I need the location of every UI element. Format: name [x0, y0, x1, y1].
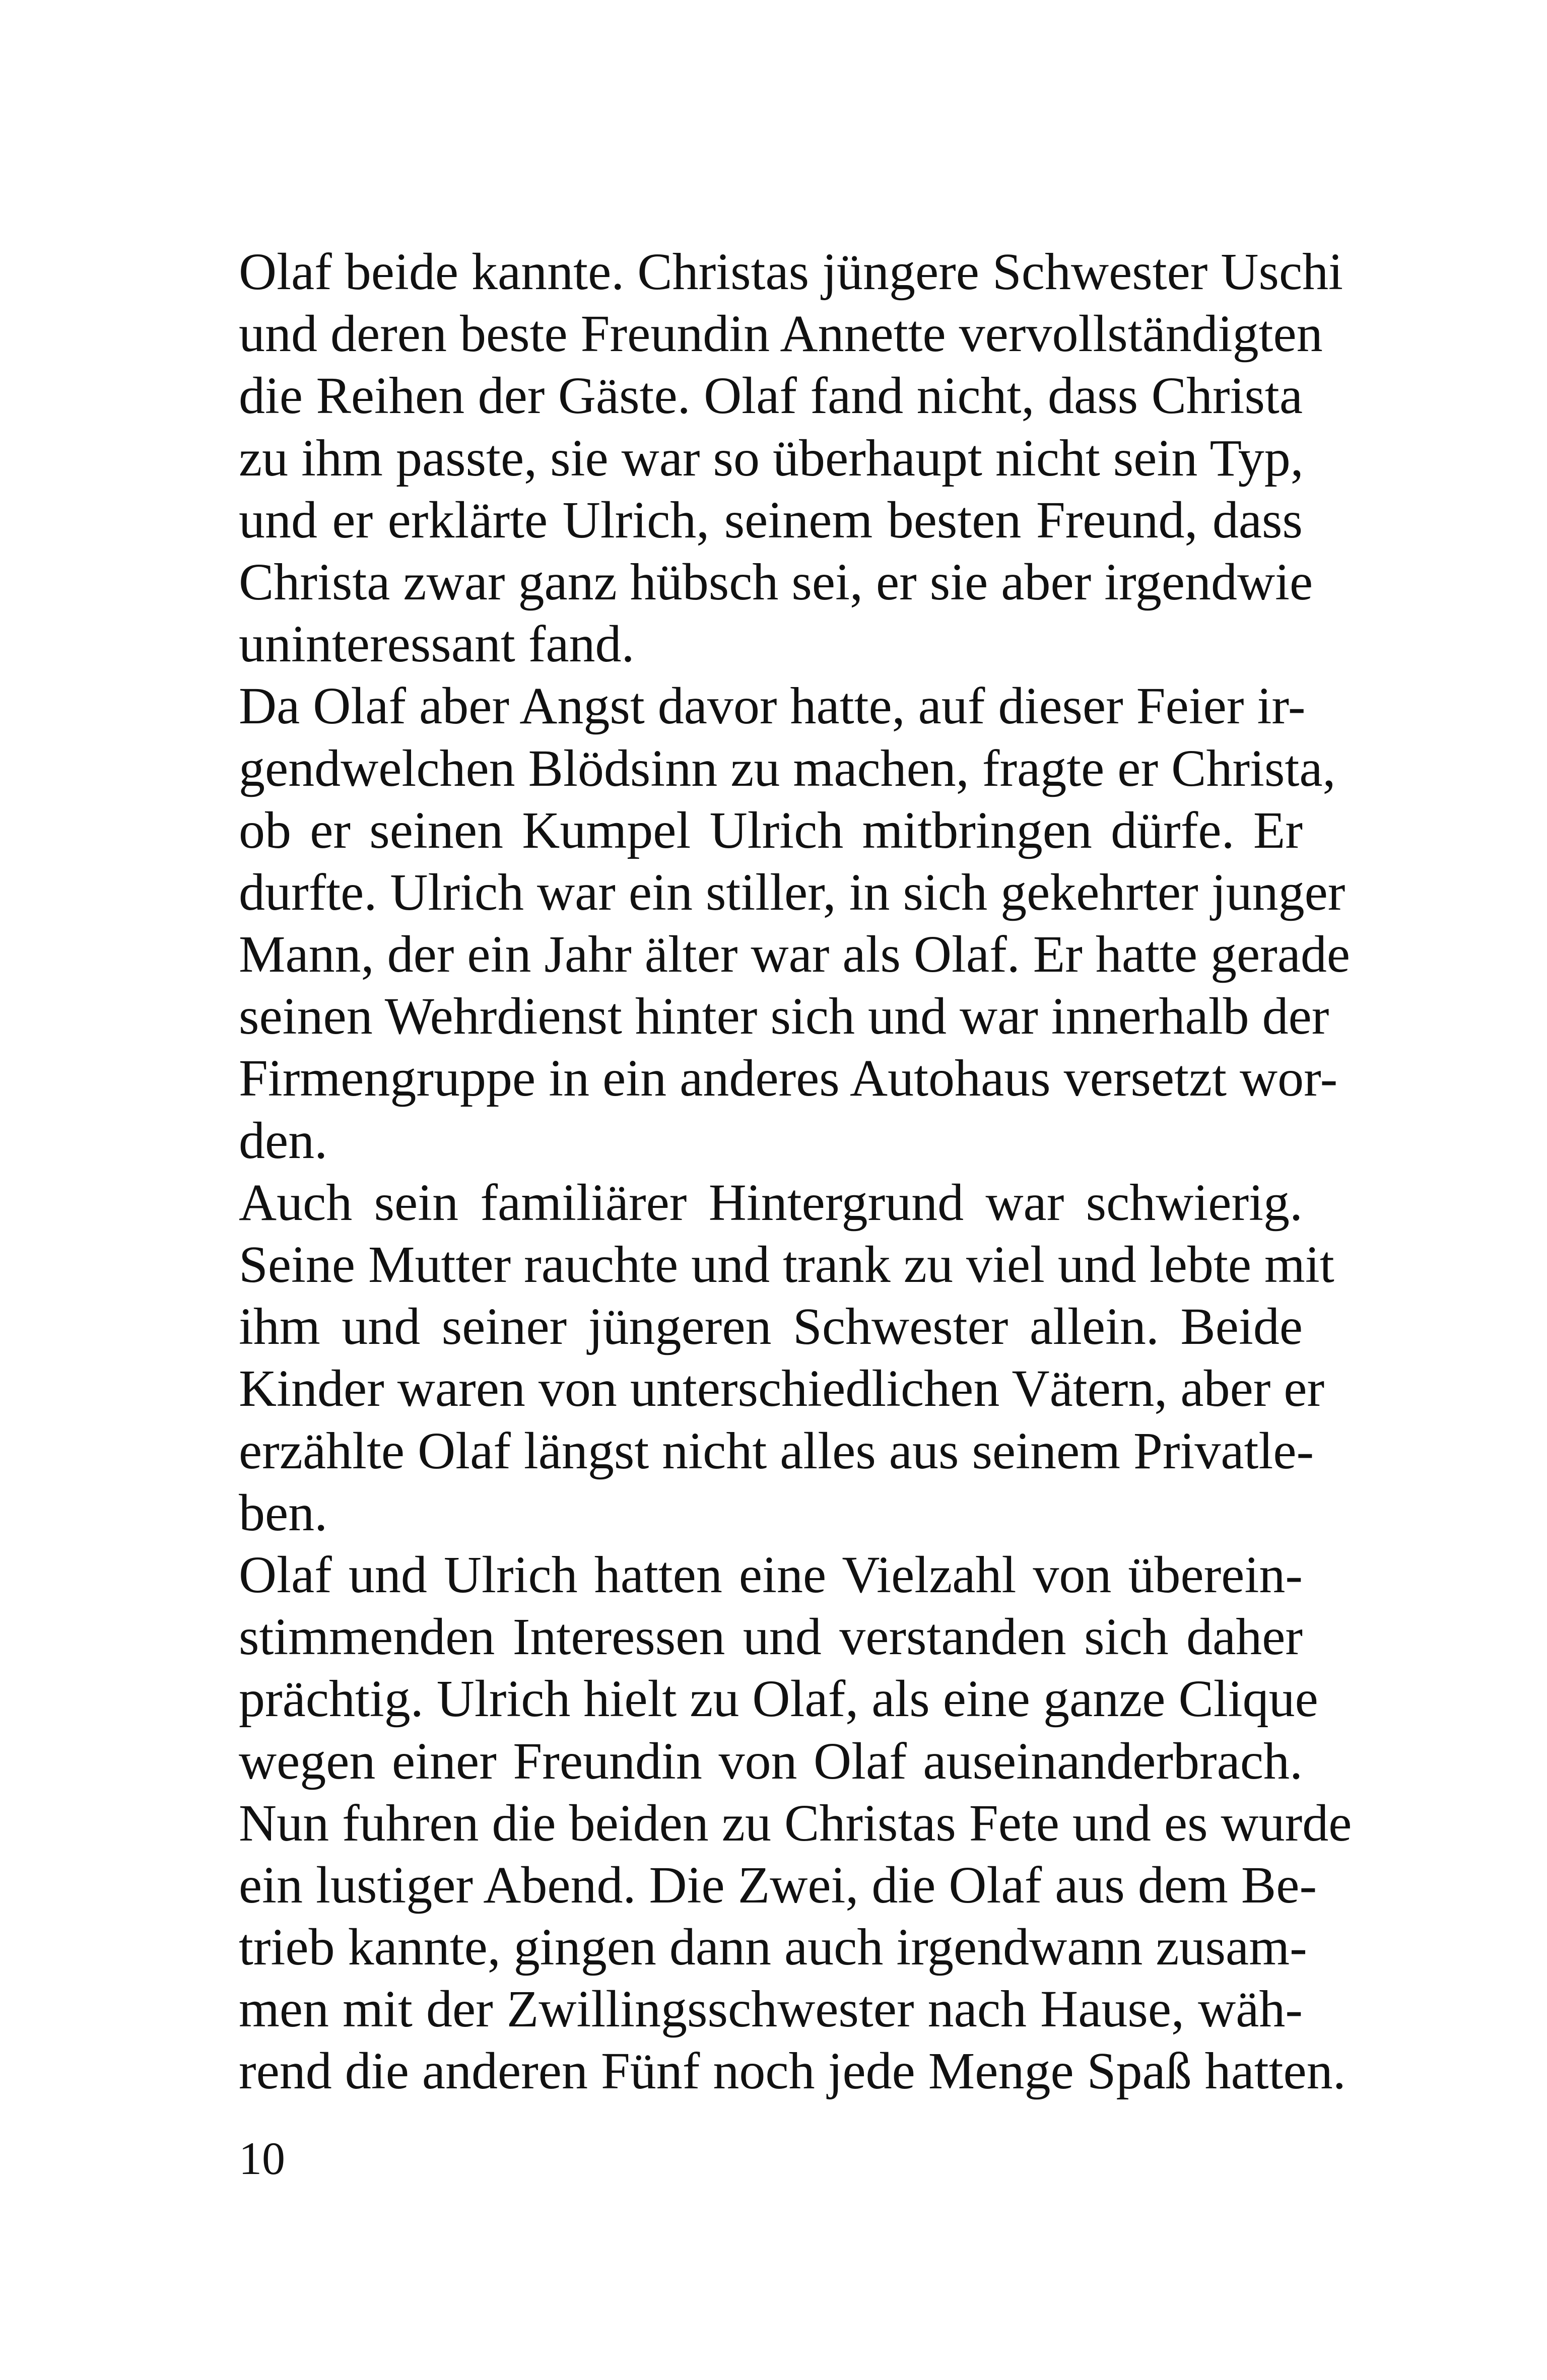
- text-line: Mann, der ein Jahr älter war als Olaf. Er hatte gerade: [239, 925, 1351, 984]
- text-line: ein lustiger Abend. Die Zwei, die Olaf aus dem Be-: [239, 1856, 1317, 1914]
- text-line: seinen Wehrdienst hinter sich und war innerhalb der: [239, 987, 1329, 1046]
- text-line: stimmenden Interessen und verstanden sich daher: [239, 1608, 1303, 1666]
- text-line: wegen einer Freundin von Olaf auseinanderbrach.: [239, 1732, 1303, 1790]
- text-line: Olaf beide kannte. Christas jüngere Schwester Uschi: [239, 243, 1343, 301]
- page-number: 10: [239, 2133, 285, 2184]
- text-line: zu ihm passte, sie war so überhaupt nicht sein Typ,: [239, 429, 1304, 487]
- text-line: durfte. Ulrich war ein stiller, in sich gekehrter junger: [239, 863, 1346, 921]
- text-line: ihm und seiner jüngeren Schwester allein. Beide: [239, 1298, 1303, 1356]
- text-line: Christa zwar ganz hübsch sei, er sie aber irgendwie: [239, 553, 1313, 611]
- text-line: die Reihen der Gäste. Olaf fand nicht, dass Christa: [239, 367, 1303, 425]
- text-line: Da Olaf aber Angst davor hatte, auf dieser Feier ir-: [239, 677, 1306, 735]
- text-line: und deren beste Freundin Annette vervollständigten: [239, 305, 1323, 363]
- text-line: Auch sein familiärer Hintergrund war schwierig.: [239, 1173, 1303, 1232]
- text-line: rend die anderen Fünf noch jede Menge Spaß hatten.: [239, 2042, 1346, 2100]
- text-line: erzählte Olaf längst nicht alles aus seinem Privatle-: [239, 1421, 1314, 1480]
- text-line: Kinder waren von unterschiedlichen Vätern, aber er: [239, 1359, 1325, 1418]
- text-line: Firmengruppe in ein anderes Autohaus versetzt wor-: [239, 1049, 1338, 1108]
- text-line: prächtig. Ulrich hielt zu Olaf, als eine ganze Clique: [239, 1670, 1318, 1728]
- text-line: men mit der Zwillingsschwester nach Hause, wäh-: [239, 1980, 1303, 2038]
- text-line: trieb kannte, gingen dann auch irgendwann zusam-: [239, 1918, 1307, 1977]
- text-line: Nun fuhren die beiden zu Christas Fete und es wurde: [239, 1794, 1352, 1852]
- text-line: Olaf und Ulrich hatten eine Vielzahl von überein-: [239, 1545, 1303, 1604]
- text-line: und er erklärte Ulrich, seinem besten Freund, dass: [239, 491, 1303, 549]
- text-line: Seine Mutter rauchte und trank zu viel und lebte mit: [239, 1236, 1334, 1294]
- text-line: uninteressant fand.: [239, 615, 635, 673]
- text-line: den.: [239, 1111, 328, 1170]
- text-line: gendwelchen Blödsinn zu machen, fragte er Christa,: [239, 739, 1336, 797]
- text-line: ob er seinen Kumpel Ulrich mitbringen dürfe. Er: [239, 801, 1303, 859]
- text-line: ben.: [239, 1483, 328, 1542]
- body-text: [239, 241, 1352, 2102]
